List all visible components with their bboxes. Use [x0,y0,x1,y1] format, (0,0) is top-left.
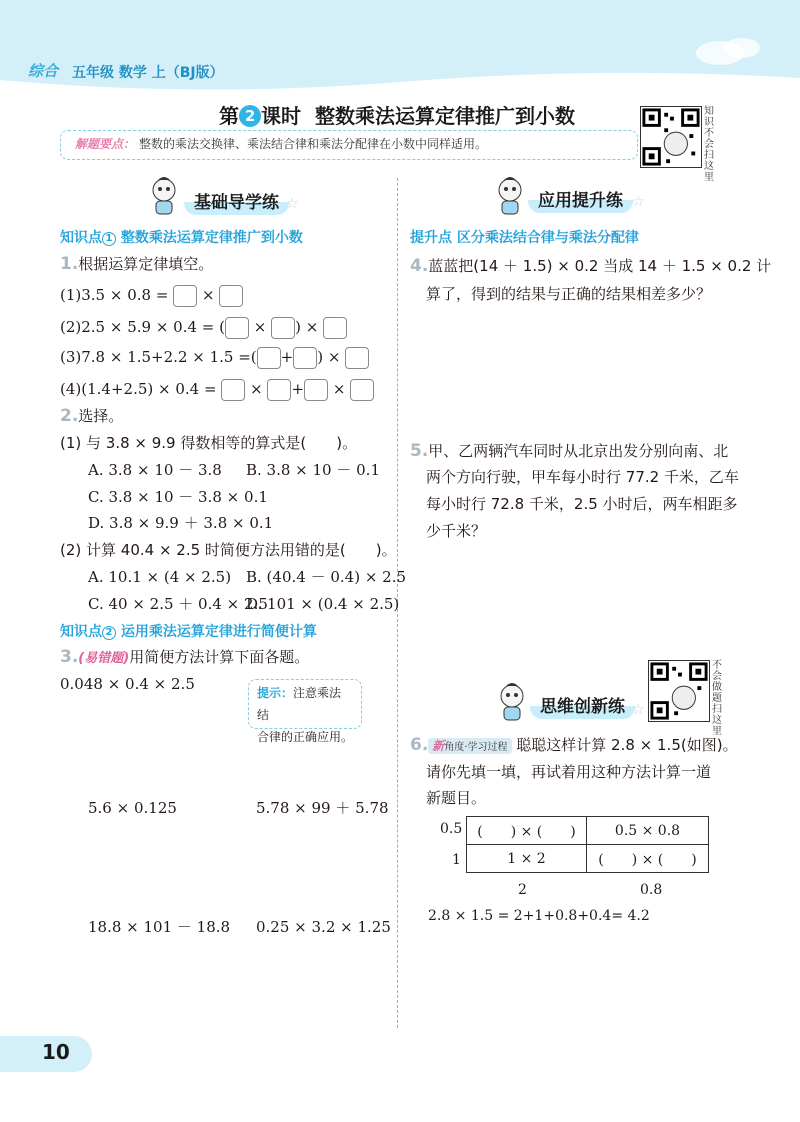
tips-box [60,130,638,160]
tips-text: 整数的乘法交换律、乘法结合律和乘法分配律在小数中同样适用。 [139,137,488,151]
kp1-number: 1 [102,232,116,246]
answer-box[interactable] [225,317,249,339]
question-5-line-4: 少千米？ [426,522,487,540]
title-prefix: 第 [219,104,240,128]
operator: + [291,380,305,398]
kp1-text: 整数乘法运算定律推广到小数 [120,230,303,246]
title-main: 整数乘法运算定律推广到小数 [314,104,575,128]
question-4-line-2: 算了，得到的结果与正确的结果相差多少？ [426,285,712,303]
operator: + [280,348,294,366]
q3-expr-5: 0.25 × 3.2 × 1.25 [256,918,391,936]
improvement-text: 区分乘法结合律与乘法分配律 [456,230,639,246]
qr-caption-bottom: 不会做题扫这里 [712,660,722,737]
error-prone-tag: (易错题) [78,651,130,666]
col-label-1: 2 [518,882,527,898]
question-5-line-2: 两个方向行驶，甲车每小时行 77.2 千米，乙车 [426,468,739,486]
col-label-2: 0.8 [640,882,663,898]
hint-line-2: 合律的正确应用。 [257,730,354,744]
answer-box[interactable] [173,285,197,307]
answer-box[interactable] [350,379,374,401]
qr-caption: 知识不会扫这里 [704,106,714,183]
operator: × [250,380,263,398]
q2-sub2-option-a[interactable]: A. 10.1 × (4 × 2.5) [88,568,232,586]
qr-code-icon[interactable] [640,106,702,168]
badge-new: 新 [432,738,445,753]
cell-blank-product[interactable]: ( ) × ( ) [467,817,587,845]
mascot-icon [492,176,528,216]
question-5-line-1 [410,440,728,462]
q1-item-3-lead: (3)7.8 × 1.5+2.2 × 1.5 =( [60,348,257,366]
section-title-apply: 应用提升练 [528,184,633,213]
question-2-stem [60,405,123,427]
answer-box[interactable] [293,347,317,369]
question-4-text-1: 蓝蓝把(14 ＋ 1.5) × 0.2 当成 14 ＋ 1.5 × 0.2 计 [428,257,772,275]
star-icon: ☆ [286,196,299,212]
q1-item-1-lead: (1)3.5 × 0.8 = [60,286,169,304]
operator: × [332,380,346,398]
question-5-number: 5. [410,441,429,461]
grade-label: 五年级 数学 上（BJ版） [72,65,224,81]
question-3-stem [60,646,309,670]
q2-sub-2: (2) 计算 40.4 × 2.5 时简便方法用错的是( )。 [60,541,397,559]
answer-box[interactable] [323,317,347,339]
q2-sub2-option-d[interactable]: D. 101 × (0.4 × 2.5) [246,595,400,613]
row-label-1: 0.5 [440,821,463,837]
cell-product: 1 × 2 [467,845,587,873]
question-3-number: 3. [60,647,79,667]
q3-expr-2: 5.6 × 0.125 [88,799,177,817]
q2-sub1-option-a[interactable]: A. 3.8 × 10 － 3.8 [88,461,222,479]
question-6-line-2: 请你先填一填，再试着用这种方法计算一道 [426,763,712,781]
mascot-icon [494,682,530,722]
kp2-text: 运用乘法运算定律进行简便计算 [120,624,317,640]
title-suffix: 课时 [261,104,302,128]
answer-box[interactable] [304,379,328,401]
new-angle-badge [428,738,511,754]
operator: ) × [295,318,319,336]
section-title-basic: 基础导学练 [184,186,289,215]
q2-sub-1: (1) 与 3.8 × 9.9 得数相等的算式是( )。 [60,434,358,452]
question-1-stem [60,253,213,275]
question-6-line-1 [410,734,738,756]
section-title-innovate: 思维创新练 [530,690,635,719]
q1-item-2 [60,316,347,339]
q3-expr-3: 5.78 × 99 ＋ 5.78 [256,799,389,817]
q3-expr-4: 18.8 × 101 － 18.8 [88,918,231,936]
star-icon: ☆ [632,194,645,210]
cell-product: 0.5 × 0.8 [587,817,709,845]
kp2-number: 2 [102,626,116,640]
brand-logo: 综合 [28,62,59,80]
star-icon: ☆ [632,702,645,718]
q1-item-4 [60,378,374,401]
cell-blank-product[interactable]: ( ) × ( ) [587,845,709,873]
question-2-number: 2. [60,406,79,426]
question-5-line-3: 每小时行 72.8 千米，2.5 小时后，两车相距多 [426,495,738,513]
tips-label: 解题要点： [75,137,136,151]
q1-item-3 [60,346,369,369]
badge-text: 角度·学习过程 [444,741,508,753]
answer-box[interactable] [257,347,281,369]
question-2-text: 选择。 [78,407,124,425]
question-6-line-3: 新题目。 [426,789,487,807]
lesson-number: 2 [239,105,261,127]
question-3-text: 用简便方法计算下面各题。 [129,648,310,666]
operator: × [201,286,215,304]
worked-result: 2.8 × 1.5 = 2+1+0.8+0.4= 4.2 [428,908,650,924]
improvement-point [410,227,639,247]
question-6-text-1: 聪聪这样计算 2.8 × 1.5(如图)。 [516,736,738,754]
page-number: 10 [42,1040,70,1064]
q2-sub1-option-d[interactable]: D. 3.8 × 9.9 ＋ 3.8 × 0.1 [88,514,274,532]
q1-item-1 [60,284,243,307]
question-1-number: 1. [60,254,79,274]
knowledge-point-2 [60,621,317,641]
q1-item-2-lead: (2)2.5 × 5.9 × 0.4 = ( [60,318,225,336]
operator: ) × [317,348,341,366]
answer-box[interactable] [221,379,245,401]
mascot-icon [146,176,182,216]
question-4-number: 4. [410,256,429,276]
q2-sub1-option-b[interactable]: B. 3.8 × 10 － 0.1 [246,461,380,479]
question-4-line-1 [410,255,771,277]
q2-sub1-option-c[interactable]: C. 3.8 × 10 － 3.8 × 0.1 [88,488,268,506]
hint-line-1: 注意乘法结 [257,686,342,722]
answer-box[interactable] [271,317,295,339]
qr-code-icon[interactable] [648,660,710,722]
improvement-label: 提升点 [410,230,452,246]
q1-item-4-lead: (4)(1.4+2.5) × 0.4 = [60,380,217,398]
question-5-text-1: 甲、乙两辆汽车同时从北京出发分别向南、北 [428,442,729,460]
cloud-icon [690,28,770,68]
question-1-text: 根据运算定律填空。 [78,255,214,273]
answer-box[interactable] [219,285,243,307]
question-6-number: 6. [410,735,429,755]
answer-box[interactable] [345,347,369,369]
row-label-2: 1 [452,852,461,868]
hint-box [248,679,362,744]
q3-expr-1: 0.048 × 0.4 × 2.5 [60,675,195,693]
hint-label: 提示： [257,686,294,700]
operator: × [253,318,267,336]
kp2-label: 知识点 [60,624,102,640]
answer-box[interactable] [267,379,291,401]
area-model-table [466,816,709,873]
kp1-label: 知识点 [60,230,102,246]
lesson-title [182,100,612,129]
knowledge-point-1 [60,227,303,247]
q2-sub2-option-c[interactable]: C. 40 × 2.5 ＋ 0.4 × 2.5 [88,595,268,613]
q2-sub2-option-b[interactable]: B. (40.4 － 0.4) × 2.5 [246,568,407,586]
